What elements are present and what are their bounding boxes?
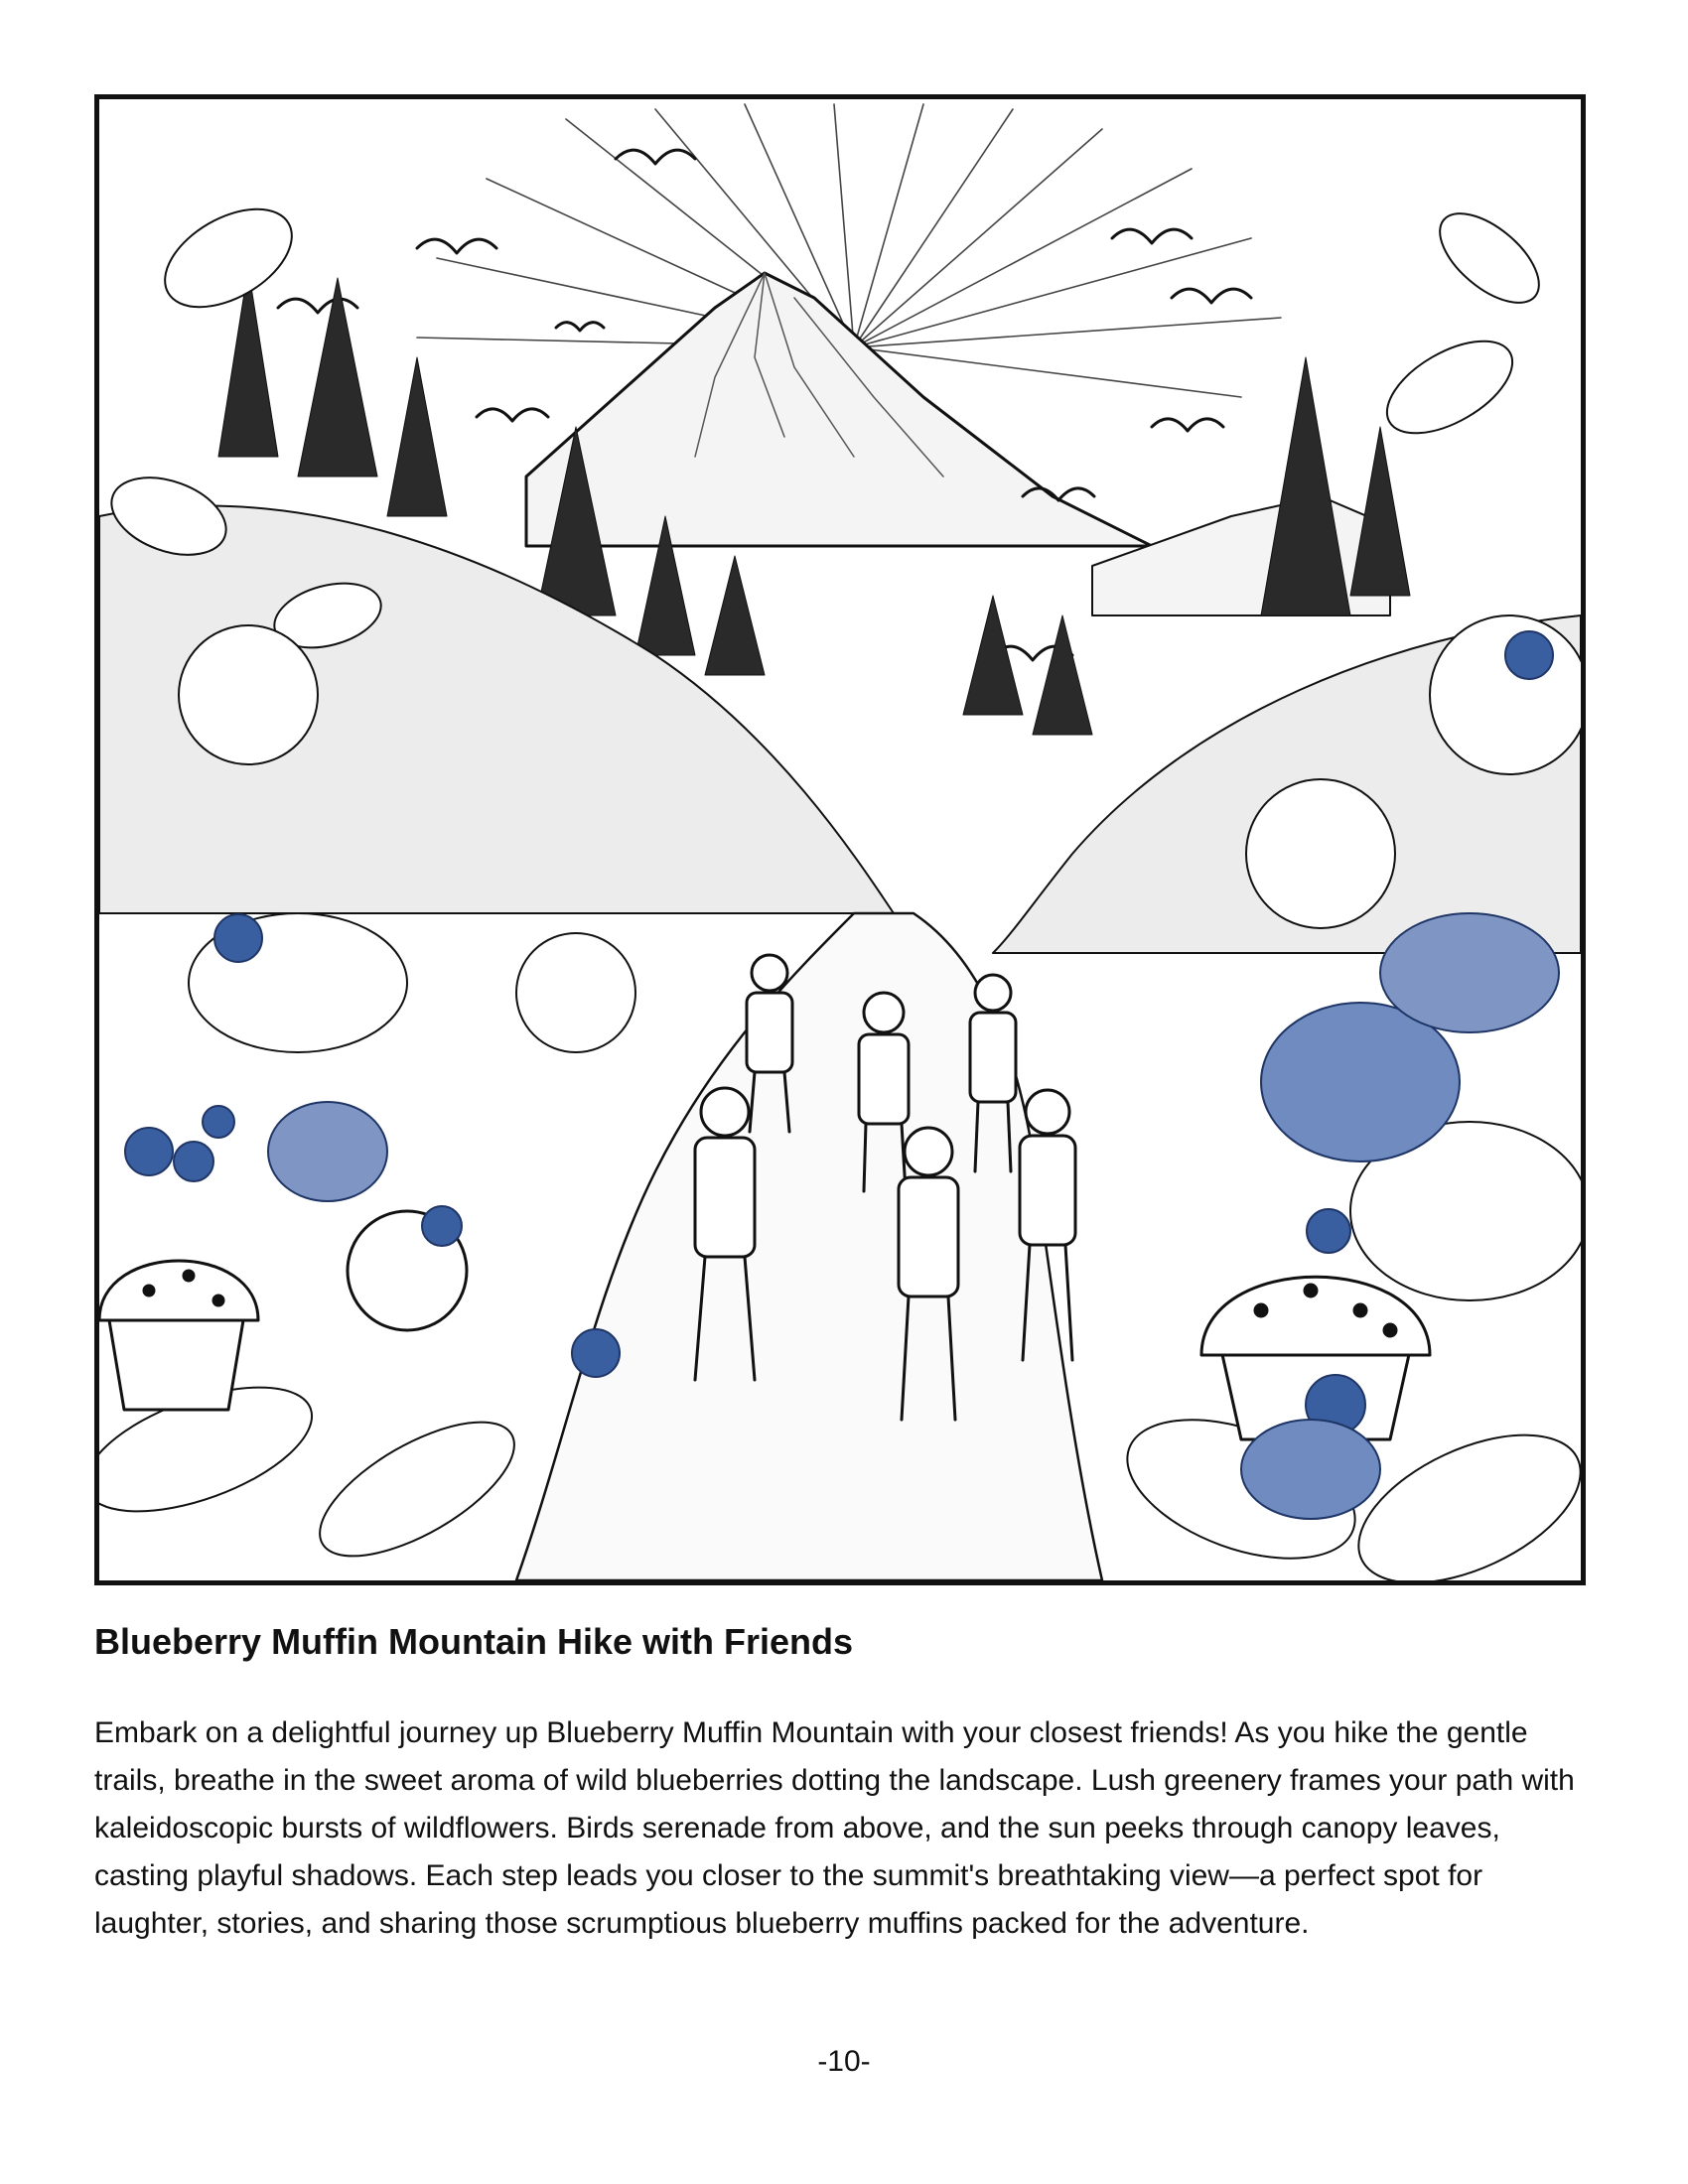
page-title: Blueberry Muffin Mountain Hike with Friends [94,1621,854,1662]
page-number: -10- [817,2045,871,2078]
description-paragraph: Embark on a delightful journey up Blueberry Muffin Mountain with your closest friends! As you hike the gentle trails, breathe in the sweet aroma of wild blueberries dotting the landscape. Lush greenery frames your path with kaleidoscopic bursts of wildflowers. Birds serenade from above, and the sun peeks through canopy leaves, casting playful shadows. Each step leads you closer to the summit's breathtaking view—a perfect spot for laughter, stories, and sharing those scrumptious blueberry muffins packed for the adventure. [94,1716,1575,1940]
coloring-illustration [94,94,1586,1585]
